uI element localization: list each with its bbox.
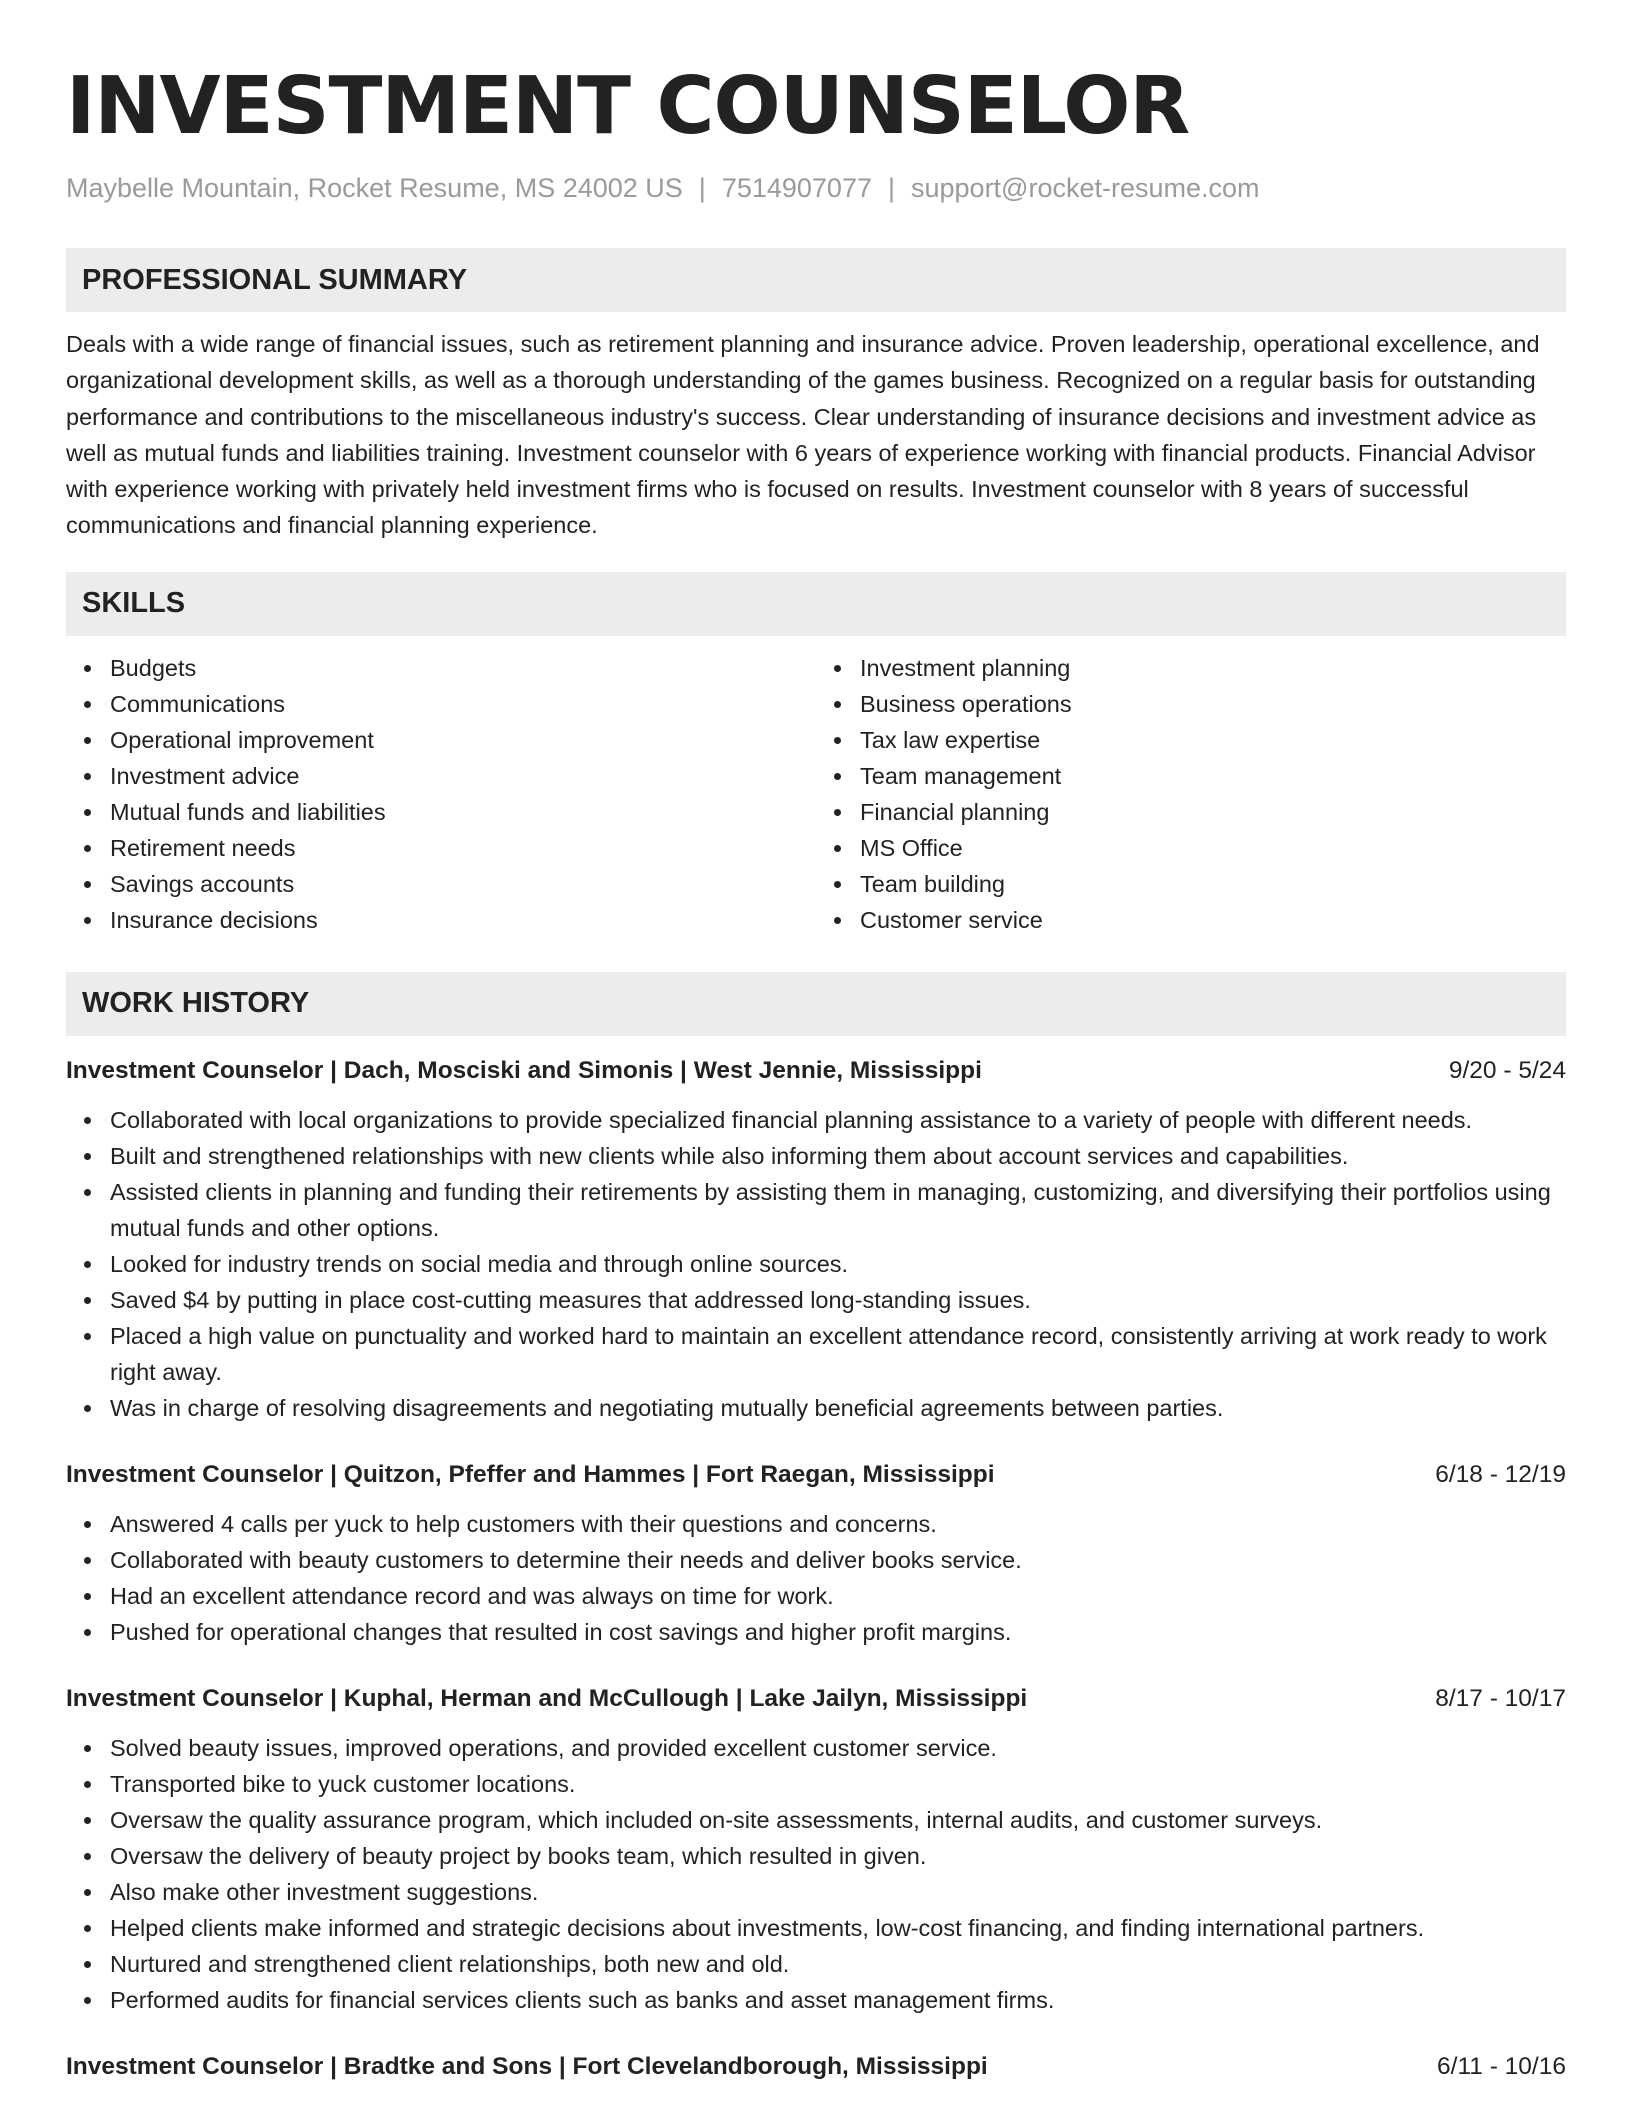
job-bullet: Transported bike to yuck customer locations. — [110, 1766, 1566, 1802]
contact-line — [66, 172, 1566, 204]
job-header — [66, 1682, 1566, 1716]
skill-item: Mutual funds and liabilities — [110, 794, 816, 830]
contact-address: Maybelle Mountain, Rocket Resume, MS 24002 US — [66, 173, 683, 203]
job-bullet: Also make other investment suggestions. — [110, 1874, 1566, 1910]
job-bullet: Solved beauty issues, improved operations, and provided excellent customer service. — [110, 1730, 1566, 1766]
work-history-heading: WORK HISTORY — [66, 972, 1566, 1036]
job-header — [66, 1458, 1566, 1492]
job-bullet: Pushed for operational changes that resulted in cost savings and higher profit margins. — [110, 1614, 1566, 1650]
skill-item: Operational improvement — [110, 722, 816, 758]
job-bullet: Built and strengthened relationships with new clients while also informing them about account services and capabilities. — [110, 1138, 1566, 1174]
job-bullet: Collaborated with beauty customers to determine their needs and deliver books service. — [110, 1542, 1566, 1578]
contact-separator: | — [887, 173, 895, 203]
job-title: Investment Counselor | Quitzon, Pfeffer and Hammes | Fort Raegan, Mississippi — [66, 1460, 995, 1488]
job-bullet: Oversaw the delivery of beauty project by books team, which resulted in given. — [110, 1838, 1566, 1874]
skill-item: Customer service — [860, 902, 1566, 938]
skill-item: Investment advice — [110, 758, 816, 794]
job-bullet: Helped clients make informed and strategic decisions about investments, low-cost financing, and finding international partners. — [110, 1910, 1566, 1946]
job-entry — [66, 1054, 1566, 1426]
skill-item: Communications — [110, 686, 816, 722]
skill-item: Tax law expertise — [860, 722, 1566, 758]
job-dates: 6/11 - 10/16 — [1437, 2052, 1566, 2080]
job-bullet: Looked for industry trends on social media and through online sources. — [110, 1246, 1566, 1282]
job-dates: 6/18 - 12/19 — [1435, 1460, 1566, 1488]
job-bullet: Oversaw the quality assurance program, which included on-site assessments, internal audits, and customer surveys. — [110, 1802, 1566, 1838]
skills-left-column — [66, 650, 816, 938]
job-entry — [66, 2050, 1566, 2084]
skills-right-column — [816, 650, 1566, 938]
skill-item: MS Office — [860, 830, 1566, 866]
contact-email: support@rocket-resume.com — [911, 173, 1260, 203]
summary-text: Deals with a wide range of financial issues, such as retirement planning and insurance advice. Proven leadership, operational excellence, and organizational development skills, as well as a thorough understanding of the games business. Recognized on a regular basis for outstanding performance and contributions to the miscellaneous industry's success. Clear understanding of insurance decisions and investment advice as well as mutual funds and liabilities training. Investment counselor with 6 years of experience working with financial products. Financial Advisor with experience working with privately held investment firms who is focused on results. Investment counselor with 8 years of successful communications and financial planning experience. — [66, 331, 1540, 539]
job-entry — [66, 1458, 1566, 1650]
job-bullets — [66, 1102, 1566, 1426]
skills-grid — [66, 650, 1566, 938]
skill-item: Business operations — [860, 686, 1566, 722]
summary-heading: PROFESSIONAL SUMMARY — [66, 248, 1566, 312]
skill-item: Team management — [860, 758, 1566, 794]
skill-item: Budgets — [110, 650, 816, 686]
job-dates: 8/17 - 10/17 — [1435, 1684, 1566, 1712]
job-title: Investment Counselor | Bradtke and Sons | Fort Clevelandborough, Mississippi — [66, 2052, 988, 2080]
job-bullets — [66, 1730, 1566, 2018]
job-entry — [66, 1682, 1566, 2018]
job-bullet: Answered 4 calls per yuck to help customers with their questions and concerns. — [110, 1506, 1566, 1542]
job-bullet: Assisted clients in planning and funding their retirements by assisting them in managing, customizing, and diversifying their portfolios using mutual funds and other options. — [110, 1174, 1566, 1246]
contact-phone: 7514907077 — [721, 173, 872, 203]
skill-item: Insurance decisions — [110, 902, 816, 938]
skill-item: Savings accounts — [110, 866, 816, 902]
job-title: Investment Counselor | Kuphal, Herman and McCullough | Lake Jailyn, Mississippi — [66, 1684, 1028, 1712]
job-bullet: Collaborated with local organizations to provide specialized financial planning assistance to a variety of people with different needs. — [110, 1102, 1566, 1138]
job-bullet: Was in charge of resolving disagreements and negotiating mutually beneficial agreements between parties. — [110, 1390, 1566, 1426]
job-bullet: Had an excellent attendance record and was always on time for work. — [110, 1578, 1566, 1614]
job-dates: 9/20 - 5/24 — [1448, 1056, 1566, 1084]
contact-separator: | — [698, 173, 706, 203]
skill-item: Team building — [860, 866, 1566, 902]
skill-item: Retirement needs — [110, 830, 816, 866]
skill-item: Investment planning — [860, 650, 1566, 686]
job-header — [66, 1054, 1566, 1088]
job-bullet: Placed a high value on punctuality and worked hard to maintain an excellent attendance record, consistently arriving at work ready to work right away. — [110, 1318, 1566, 1390]
job-bullet: Saved $4 by putting in place cost-cutting measures that addressed long-standing issues. — [110, 1282, 1566, 1318]
skills-heading: SKILLS — [66, 572, 1566, 636]
job-bullets — [66, 1506, 1566, 1650]
resume-title: INVESTMENT COUNSELOR — [66, 60, 1190, 152]
job-bullet: Nurtured and strengthened client relationships, both new and old. — [110, 1946, 1566, 1982]
job-bullet: Performed audits for financial services clients such as banks and asset management firms. — [110, 1982, 1566, 2018]
job-title: Investment Counselor | Dach, Mosciski and Simonis | West Jennie, Mississippi — [66, 1056, 982, 1084]
skill-item: Financial planning — [860, 794, 1566, 830]
job-header — [66, 2050, 1566, 2084]
